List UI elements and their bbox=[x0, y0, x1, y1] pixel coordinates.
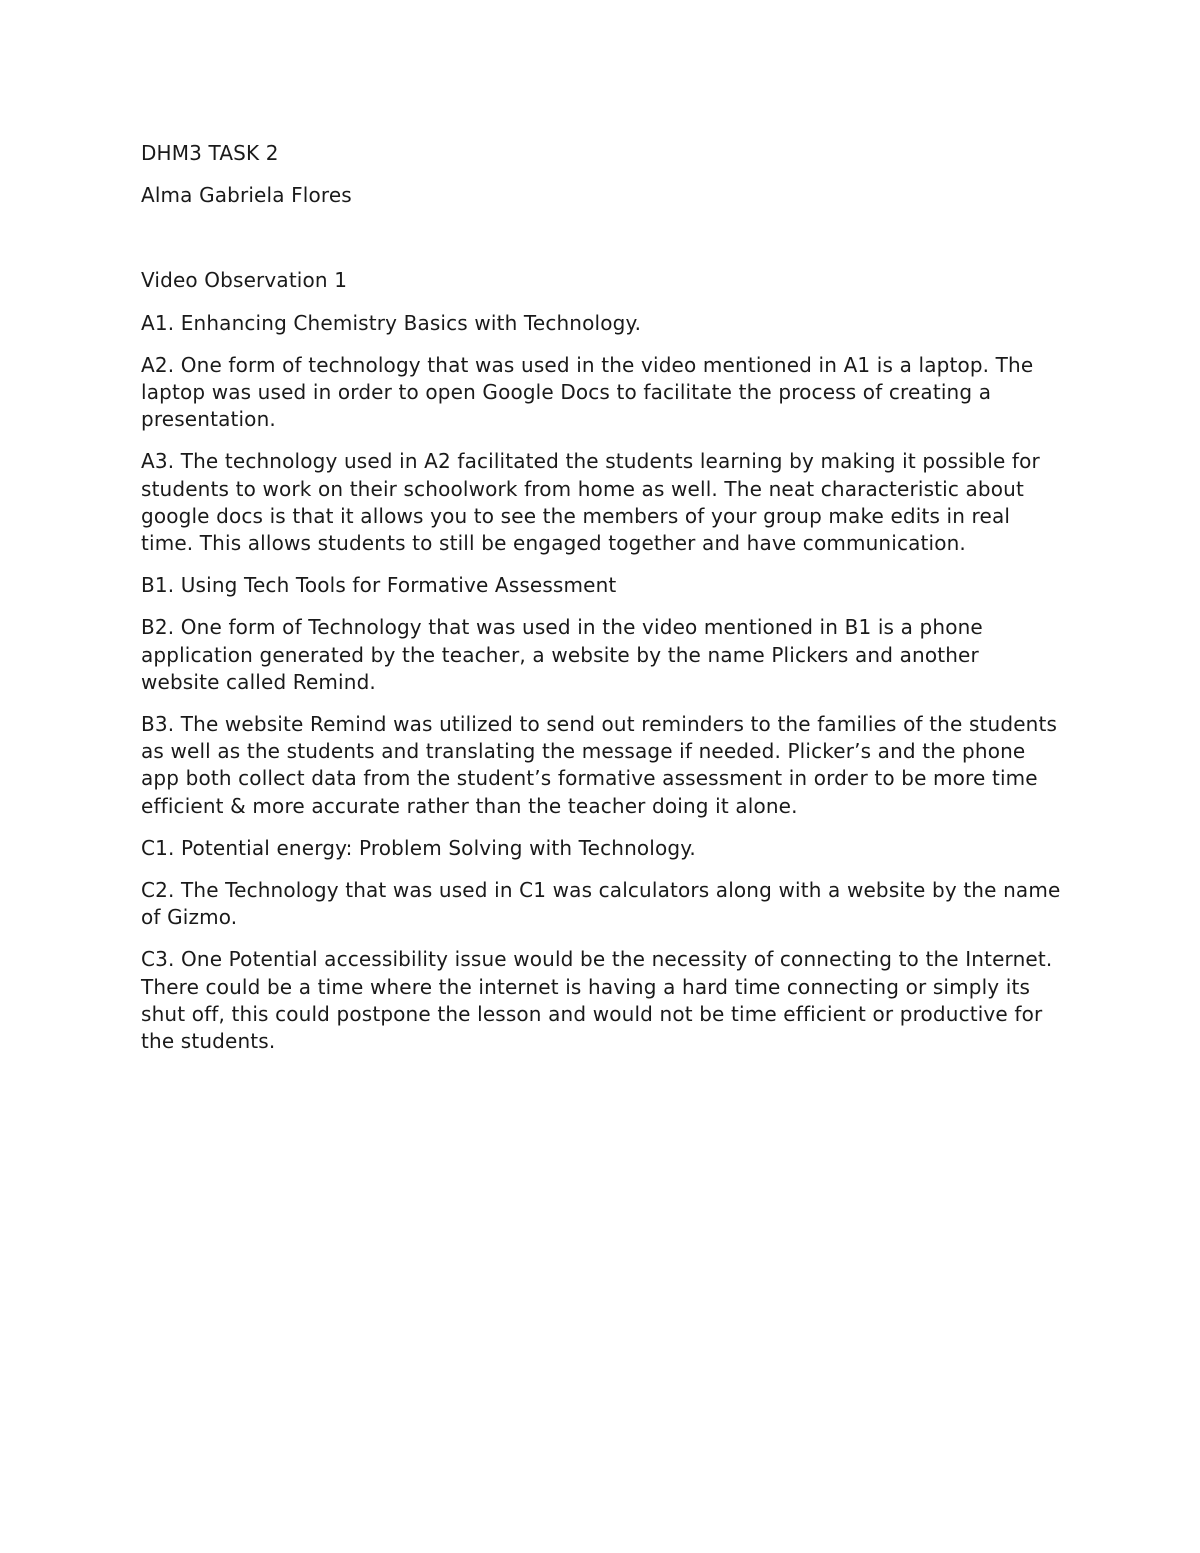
section-heading: Video Observation 1 bbox=[141, 268, 348, 293]
document-body bbox=[141, 140, 1061, 1070]
paragraph-c2: C2. The Technology that was used in C1 was calculators along with a website by the name of Gizmo. bbox=[141, 878, 1061, 930]
paragraph-b2: B2. One form of Technology that was used in the video mentioned in B1 is a phone application generated by the teacher, a website by the name Plickers and another website called Remind. bbox=[141, 615, 983, 694]
paragraph-b3: B3. The website Remind was utilized to send out reminders to the families of the students as well as the students and translating the message if needed. Plicker’s and the phone app both collect data from the student’s formative assessment in order to be more time efficient & more accurate rather than the teacher doing it alone. bbox=[141, 712, 1058, 818]
paragraph-a2: A2. One form of technology that was used in the video mentioned in A1 is a laptop. The laptop was used in order to open Google Docs to facilitate the process of creating a presentation. bbox=[141, 352, 1034, 432]
paragraph-c3: C3. One Potential accessibility issue would be the necessity of connecting to the Internet. There could be a time where the internet is having a hard time connecting or simply its shut off, this could postpone the lesson and would not be time efficient or productive for the students. bbox=[141, 947, 1053, 1054]
paragraph-c1: C1. Potential energy: Problem Solving with Technology. bbox=[141, 835, 696, 860]
author-name: Alma Gabriela Flores bbox=[141, 183, 352, 208]
document-title: DHM3 TASK 2 bbox=[141, 141, 279, 165]
paragraph-a3: A3. The technology used in A2 facilitated the students learning by making it possible for students to work on their schoolwork from home as well. The neat characteristic about google docs is that it allows you to see the members of your group make edits in real time. This allows students to still be engaged together and have communication. bbox=[141, 449, 1040, 556]
paragraph-a1: A1. Enhancing Chemistry Basics with Technology. bbox=[141, 310, 642, 335]
paragraph-b1: B1. Using Tech Tools for Formative Assessment bbox=[141, 573, 617, 598]
